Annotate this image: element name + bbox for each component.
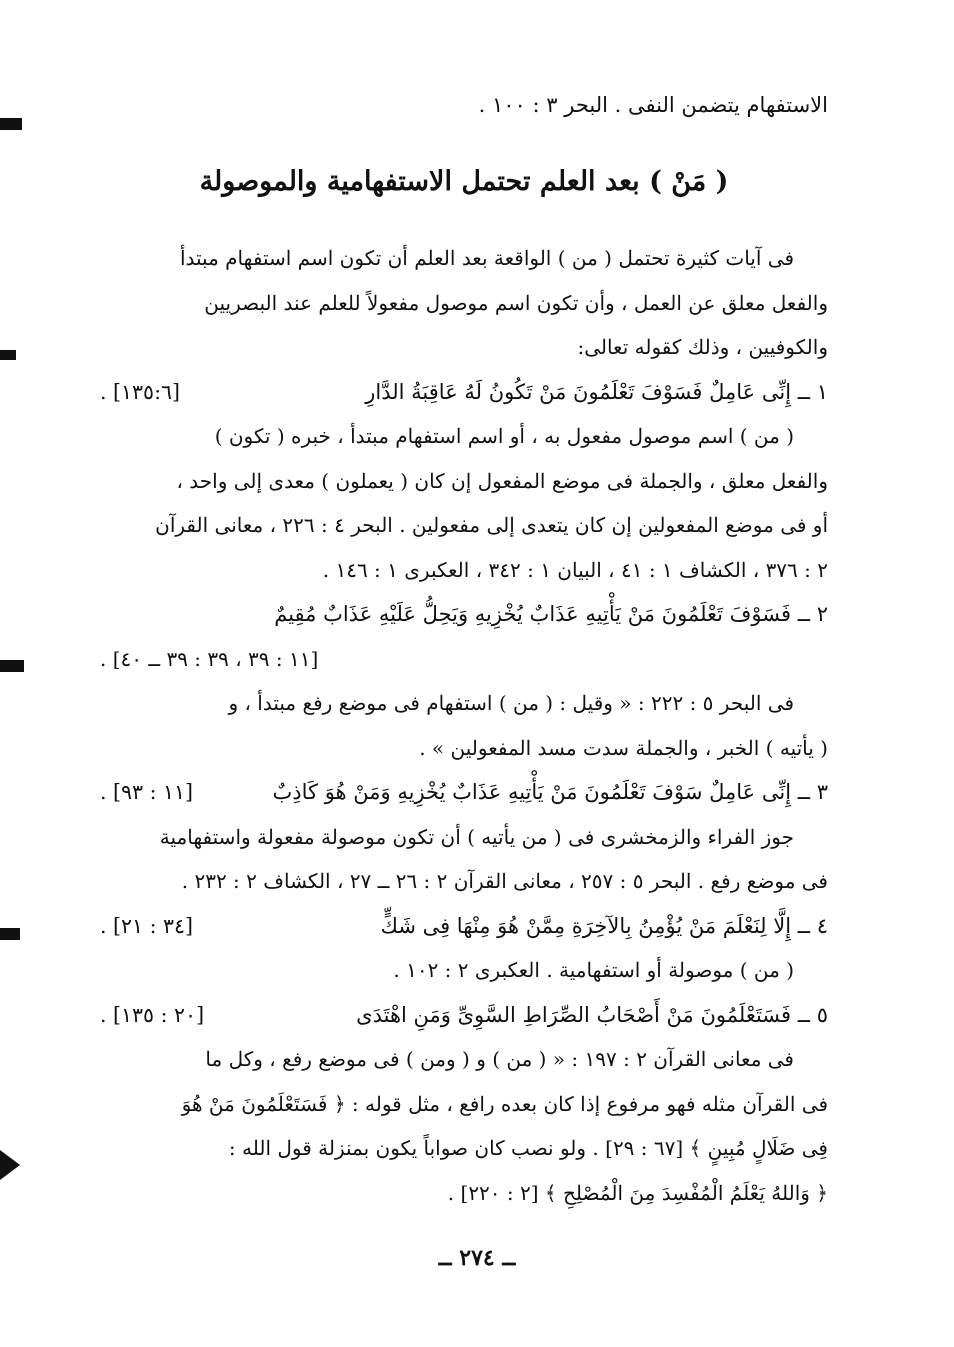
verse-text: ٤ ــ إِلَّا لِنَعْلَمَ مَنْ يُؤْمِنُ بِالآخِرَةِ مِمَّنْ هُوَ مِنْهَا فِى شَكٍّ (380, 913, 828, 938)
verse-line (100, 904, 828, 949)
scan-edge-mark (0, 118, 22, 130)
example-item (100, 993, 828, 1216)
verse-reference: [٣٤ : ٢١] . (100, 913, 194, 938)
commentary-line: ﴿ وَاللهُ يَعْلَمُ الْمُفْسِدَ مِنَ الْمُصْلِحِ ﴾ [٢ : ٢٢٠] . (447, 1180, 828, 1205)
verse-reference: [٢٠ : ١٣٥] . (100, 1002, 205, 1027)
example-item (100, 770, 828, 904)
running-header: الاستفهام يتضمن النفى . البحر ٣ : ١٠٠ . (478, 93, 828, 117)
verse-text: ٣ ــ إِنِّى عَامِلٌ سَوْفَ تَعْلَمُونَ مَنْ يَأْتِيهِ عَذَابٌ يُخْزِيهِ وَمَنْ هُوَ كَاذِبٌ (272, 780, 828, 804)
example-item (100, 592, 828, 770)
commentary-line: فى البحر ٥ : ٢٢٢ : « وقيل : ( من ) استفهام فى موضع رفع مبتدأ ، و (228, 691, 794, 715)
text-line: فى آيات كثيرة تحتمل ( من ) الواقعة بعد العلم أن تكون اسم استفهام مبتدأ (179, 246, 794, 270)
commentary-line: ( من ) اسم موصول مفعول به ، أو اسم استفهام مبتدأ ، خبره ( تكون ) (214, 424, 794, 448)
verse-text: ٢ ــ فَسَوْفَ تَعْلَمُونَ مَنْ يَأْتِيهِ عَذَابٌ يُخْزِيهِ وَيَحِلُّ عَلَيْهِ عَذَابٌ مُقِيمٌ (274, 602, 828, 626)
example-item (100, 904, 828, 993)
scan-edge-mark (0, 350, 16, 360)
verse-text: ١ ــ إِنِّى عَامِلٌ فَسَوْفَ تَعْلَمُونَ مَنْ تَكُونُ لَهُ عَاقِبَةُ الدَّارِ (365, 379, 828, 404)
verse-line (100, 770, 828, 815)
commentary-line: فى القرآن مثله فهو مرفوع إذا كان بعده رافع ، مثل قوله : ﴿ فَسَتَعْلَمُونَ مَنْ هُوَ (181, 1091, 828, 1116)
text-line: والكوفيين ، وذلك كقوله تعالى: (577, 335, 828, 359)
verse-line (100, 993, 828, 1038)
text-line: والفعل معلق عن العمل ، وأن تكون اسم موصول مفعولاً للعلم عند البصريين (204, 290, 828, 315)
commentary-line: فِى ضَلَالٍ مُبِينٍ ﴾ [٦٧ : ٢٩] . ولو نصب كان صواباً يكون بمنزلة قول الله : (228, 1136, 828, 1160)
scan-edge-mark (0, 660, 24, 672)
commentary-line: جوز الفراء والزمخشرى فى ( من يأتيه ) أن تكون موصولة مفعولة واستفهامية (159, 824, 794, 849)
commentary-line: ( من ) موصولة أو استفهامية . العكبرى ٢ : ١٠٢ . (393, 958, 794, 982)
verse-reference: [١٣٥:٦] . (100, 379, 180, 404)
intro-paragraph (100, 236, 828, 370)
commentary-line: أو فى موضع المفعولين إن كان يتعدى إلى مفعولين . البحر ٤ : ٢٢٦ ، معانى القرآن (155, 513, 828, 537)
verse-reference: [١١ : ٣٩ ، ٣٩ : ٣٩ ــ ٤٠] . (100, 646, 319, 671)
section-title: ( مَنْ ) بعد العلم تحتمل الاستفهامية والموصولة (199, 166, 729, 197)
page-body (100, 88, 828, 1215)
scan-edge-mark (0, 928, 20, 940)
commentary-line: والفعل معلق ، والجملة فى موضع المفعول إن كان ( يعملون ) معدى إلى واحد ، (176, 468, 828, 493)
commentary-line: ٢ : ٣٧٦ ، الكشاف ١ : ٤١ ، البيان ١ : ٣٤٢ ، العكبرى ١ : ١٤٦ . (322, 557, 828, 582)
commentary-line: فى معانى القرآن ٢ : ١٩٧ : « ( من ) و ( ومن ) فى موضع رفع ، وكل ما (205, 1047, 794, 1071)
example-item (100, 370, 828, 593)
scan-edge-mark (0, 1150, 20, 1180)
commentary-line: ( يأتيه ) الخبر ، والجملة سدت مسد المفعولين » . (419, 735, 828, 760)
verse-text: ٥ ــ فَسَتَعْلَمُونَ مَنْ أَصْحَابُ الصِّرَاطِ السَّوِىِّ وَمَنِ اهْتَدَى (356, 1002, 828, 1027)
verse-line (100, 370, 828, 415)
commentary-line: فى موضع رفع . البحر ٥ : ٢٥٧ ، معانى القرآن ٢ : ٢٦ ــ ٢٧ ، الكشاف ٢ : ٢٣٢ . (181, 869, 828, 893)
page-number: ــ ٢٧٤ ــ (438, 1245, 516, 1271)
verse-reference: [١١ : ٩٣] . (100, 780, 194, 804)
